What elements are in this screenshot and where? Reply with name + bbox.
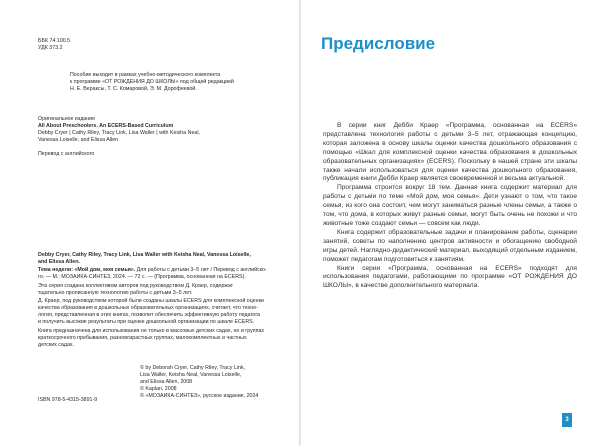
bbk-code: ББК 74.100.5: [38, 38, 71, 44]
annotation-audience: Книга предназначена для использования не только в массовых детских садах, но и группах краткосрочного пребывания, разновозрастных группах, малокомплектных и частных детских садах.: [38, 328, 265, 348]
original-authors: Debby Cryer | Cathy Riley, Tracy Link, Lisa Waller | with Keisha Neal, Vanessa Loiselle, and Elissa Allen: [38, 130, 201, 143]
copyright-block: © by Deborah Cryer, Cathy Riley, Tracy Link, Lisa Waller, Keisha Neal, Vanessa Loiselle, and Elissa Allen, 2008 © Kaplan, 2008 © «МОЗАИКА-СИНТЕЗ», русское издание, 2024: [140, 365, 259, 399]
left-page-imprint: [0, 0, 299, 446]
right-page-preface: [301, 0, 600, 446]
preface-paragraph-4: Книги серии «Программа, основанная на ECERS» подходят для использования педагогами, работающими по программе «ОТ РОЖДЕНИЯ ДО ШКОЛЫ», в качестве дополнительного материала.: [323, 264, 577, 290]
preface-paragraph-2: Программа строится вокруг 18 тем. Данная книга содержит материал для работы с детьми по теме «Мой дом, моя семья». Дети узнают о том, что такое семья, из кого она состоит, чем могут заниматься разные члены семьи, а также о том, что дома, в которых живут разные семьи, могут быть очень не похожи и что животные тоже создают семьи — совсем как люди.: [323, 184, 577, 227]
preface-paragraph-1: В серии книг Дебби Краер «Программа, основанная на ECERS» представлена технология работы с детьми 3–5 лет, отражающая концепцию, которая заложена в основу шкалы оценки качества дошкольного образования с помощью «Шкал для комплексной оценки качества образования в дошкольных образовательных организациях» (ECERS). Поскольку в нашей стране эти шкалы также начали использоваться для оценки качества дошкольного образования, публикация книги Дебби Краер является своевременной и весьма актуальной.: [323, 122, 577, 183]
authors-line: Debby Cryer, Cathy Riley, Tracy Link, Lisa Waller with Keisha Neal, Vanessa Loiselle, and Elissa Allen.: [38, 252, 251, 265]
udk-code: УДК 373.2: [38, 45, 63, 51]
preface-body: [323, 122, 577, 291]
annotation-technology: Д. Краер, под руководством которой были созданы шкалы ECERS для комплексной оценки качества образования в дошкольных образовательных организациях, считает, что техно- логия, представленная в этих книгах, позволит обеспечить эффективную работу педагога и получить высокие результаты при оценке дошкольной организации по шкале ECERS.: [38, 298, 264, 325]
catalog-entry: [38, 267, 290, 281]
original-edition-label: Оригинальное издание: [38, 116, 96, 122]
publication-note: Пособие выходит в рамках учебно-методического комплекта к программе «ОТ РОЖДЕНИЯ ДО ШКОЛЫ» под общей редакцией Н. Е. Вераксы, Т. С. Комаровой, Э. М. Дорофеевой.: [70, 72, 234, 92]
isbn: ISBN 978-5-4315-3891-9: [38, 397, 98, 403]
page-title: Предисловие: [321, 34, 436, 53]
catalog-title: Тема недели: «Мой дом, моя семья».: [38, 267, 136, 273]
annotation-series: Эта серия создана коллективом авторов под руководством Д. Краер, содержат тщательно прописанную технологию работы с детьми 3–5 лет.: [38, 283, 234, 296]
page-number: 3: [562, 413, 572, 427]
translated-from: Перевод с английского: [38, 151, 95, 157]
preface-paragraph-3: Книга содержит образовательные задачи и планирование работы, сценарии занятий, советы по наполнению центров активности и обогащению свободной игры детей. Наглядно-дидактический материал, выходящий отдельным изданием, поможет педагогам подготовиться к занятиям.: [323, 228, 577, 263]
catalog-details: Для работы с детьми 3–5 лет / Перевод с английско- го. — М.: МОЗАИКА-СИНТЕЗ, 2024. — 72 с. — (Программа, основанная на ECERS).: [38, 267, 267, 280]
original-title: All About Preschoolers. An ECERS-Based Curriculum: [38, 123, 174, 129]
